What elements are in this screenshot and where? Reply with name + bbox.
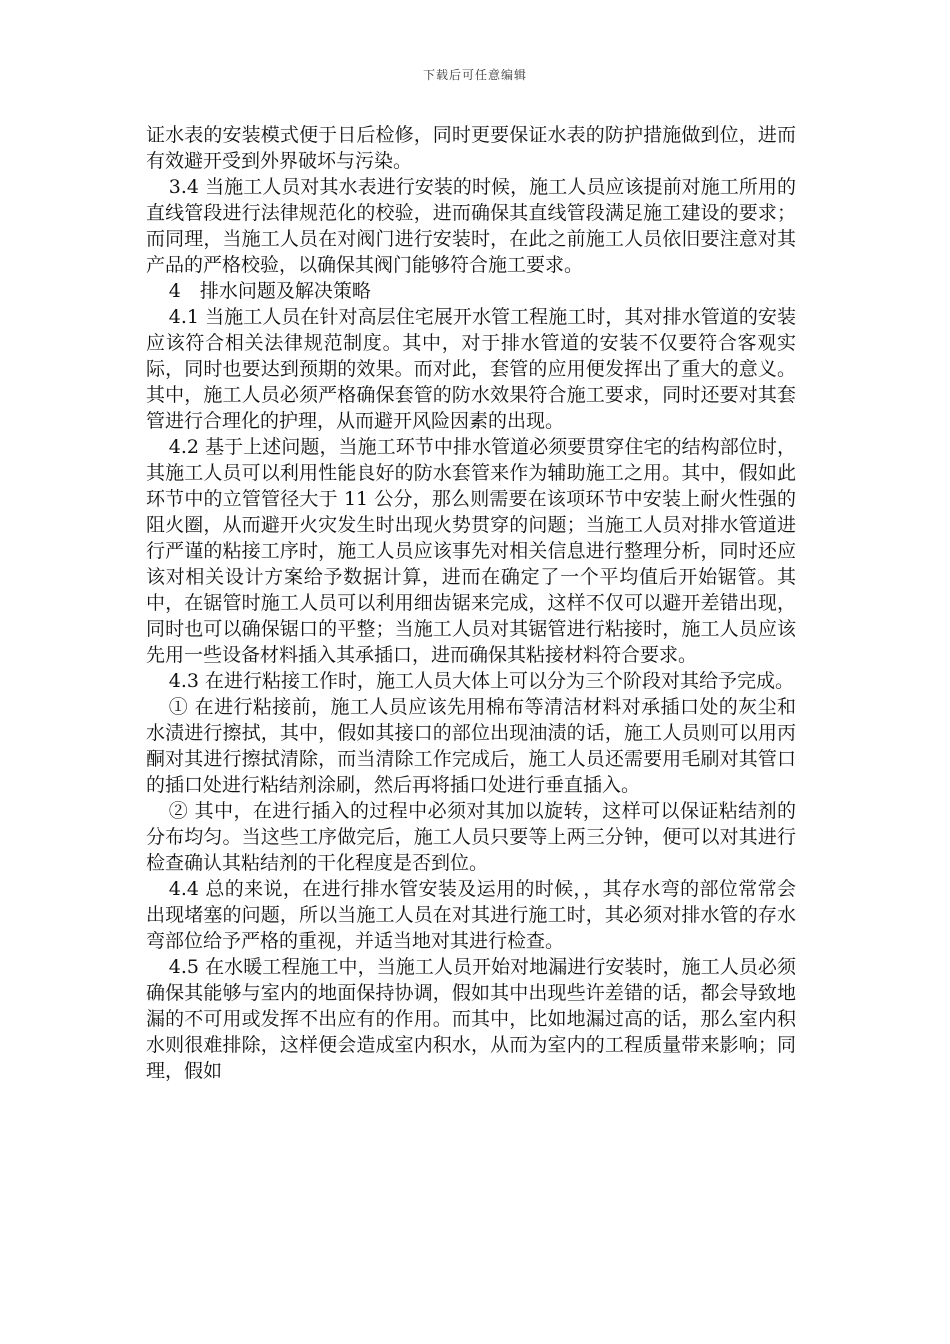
paragraph: 4.2 基于上述问题，当施工环节中排水管道必须要贯穿住宅的结构部位时，其施工人员可以利用性能良好的防水套管来作为辅助施工之用。其中，假如此环节中的立管管径大于 11 公分，那么则需要在该项环节中安装上耐火性强的阻火圈，从而避开火灾发生时出现火势贯穿的问题；当施工人员对排水管道进行严谨的粘接工序时，施工人员应该事先对相关信息进行整理分析，同时还应该对相关设计方案给予数据计算，进而在确定了一个平均值后开始锯管。其中，在锯管时施工人员可以利用细齿锯来完成，这样不仅可以避开差错出现，同时也可以确保锯口的平整；当施工人员对其锯管进行粘接时，施工人员应该先用一些设备材料插入其承插口，进而确保其粘接材料符合要求。 <box>146 436 796 666</box>
paragraph: ② 其中，在进行插入的过程中必须对其加以旋转，这样可以保证粘结剂的分布均匀。当这些工序做完后，施工人员只要等上两三分钟，便可以对其进行检查确认其粘结剂的干化程度是否到位。 <box>146 800 796 874</box>
paragraph: 4.3 在进行粘接工作时，施工人员大体上可以分为三个阶段对其给予完成。 <box>168 670 795 692</box>
paragraph: 4.5 在水暖工程施工中，当施工人员开始对地漏进行安装时，施工人员必须确保其能够与室内的地面保持协调，假如其中出现些许差错的话，都会导致地漏的不可用或发挥不出应有的作用。而其中，比如地漏过高的话，那么室内积水则很难排除，这样便会造成室内积水，从而为室内的工程质量带来影响；同理，假如 <box>146 956 796 1082</box>
document-body <box>146 122 796 1084</box>
page-header: 下载后可任意编辑 <box>422 68 527 82</box>
paragraph: 4.1 当施工人员在针对高层住宅展开水管工程施工时，其对排水管道的安装应该符合相关法律规范制度。其中，对于排水管道的安装不仅要符合客观实际，同时也要达到预期的效果。而对此，套管的应用便发挥出了重大的意义。其中，施工人员必须严格确保套管的防水效果符合施工要求，同时还要对其套管进行合理化的护理，从而避开风险因素的出现。 <box>146 306 796 432</box>
paragraph: 3.4 当施工人员对其水表进行安装的时候，施工人员应该提前对施工所用的直线管段进行法律规范化的校验，进而确保其直线管段满足施工建设的要求；而同理，当施工人员在对阀门进行安装时，在此之前施工人员依旧要注意对其产品的严格校验，以确保其阀门能够符合施工要求。 <box>146 176 796 276</box>
paragraph: ① 在进行粘接前，施工人员应该先用棉布等清洁材料对承插口处的灰尘和水渍进行擦拭，其中，假如其接口的部位出现油渍的话，施工人员则可以用丙酮对其进行擦拭清除，而当清除工作完成后，施工人员还需要用毛刷对其管口的插口处进行粘结剂涂刷，然后再将插口处进行垂直插入。 <box>146 696 796 796</box>
paragraph: 证水表的安装模式便于日后检修，同时更要保证水表的防护措施做到位，进而有效避开受到外界破坏与污染。 <box>146 124 796 172</box>
section-heading: 4 排水问题及解决策略 <box>168 280 371 302</box>
paragraph: 4.4 总的来说，在进行排水管安装及运用的时候，，其存水弯的部位常常会出现堵塞的问题，所以当施工人员在对其进行施工时，其必须对排水管的存水弯部位给予严格的重视，并适当地对其进行检查。 <box>146 878 796 952</box>
